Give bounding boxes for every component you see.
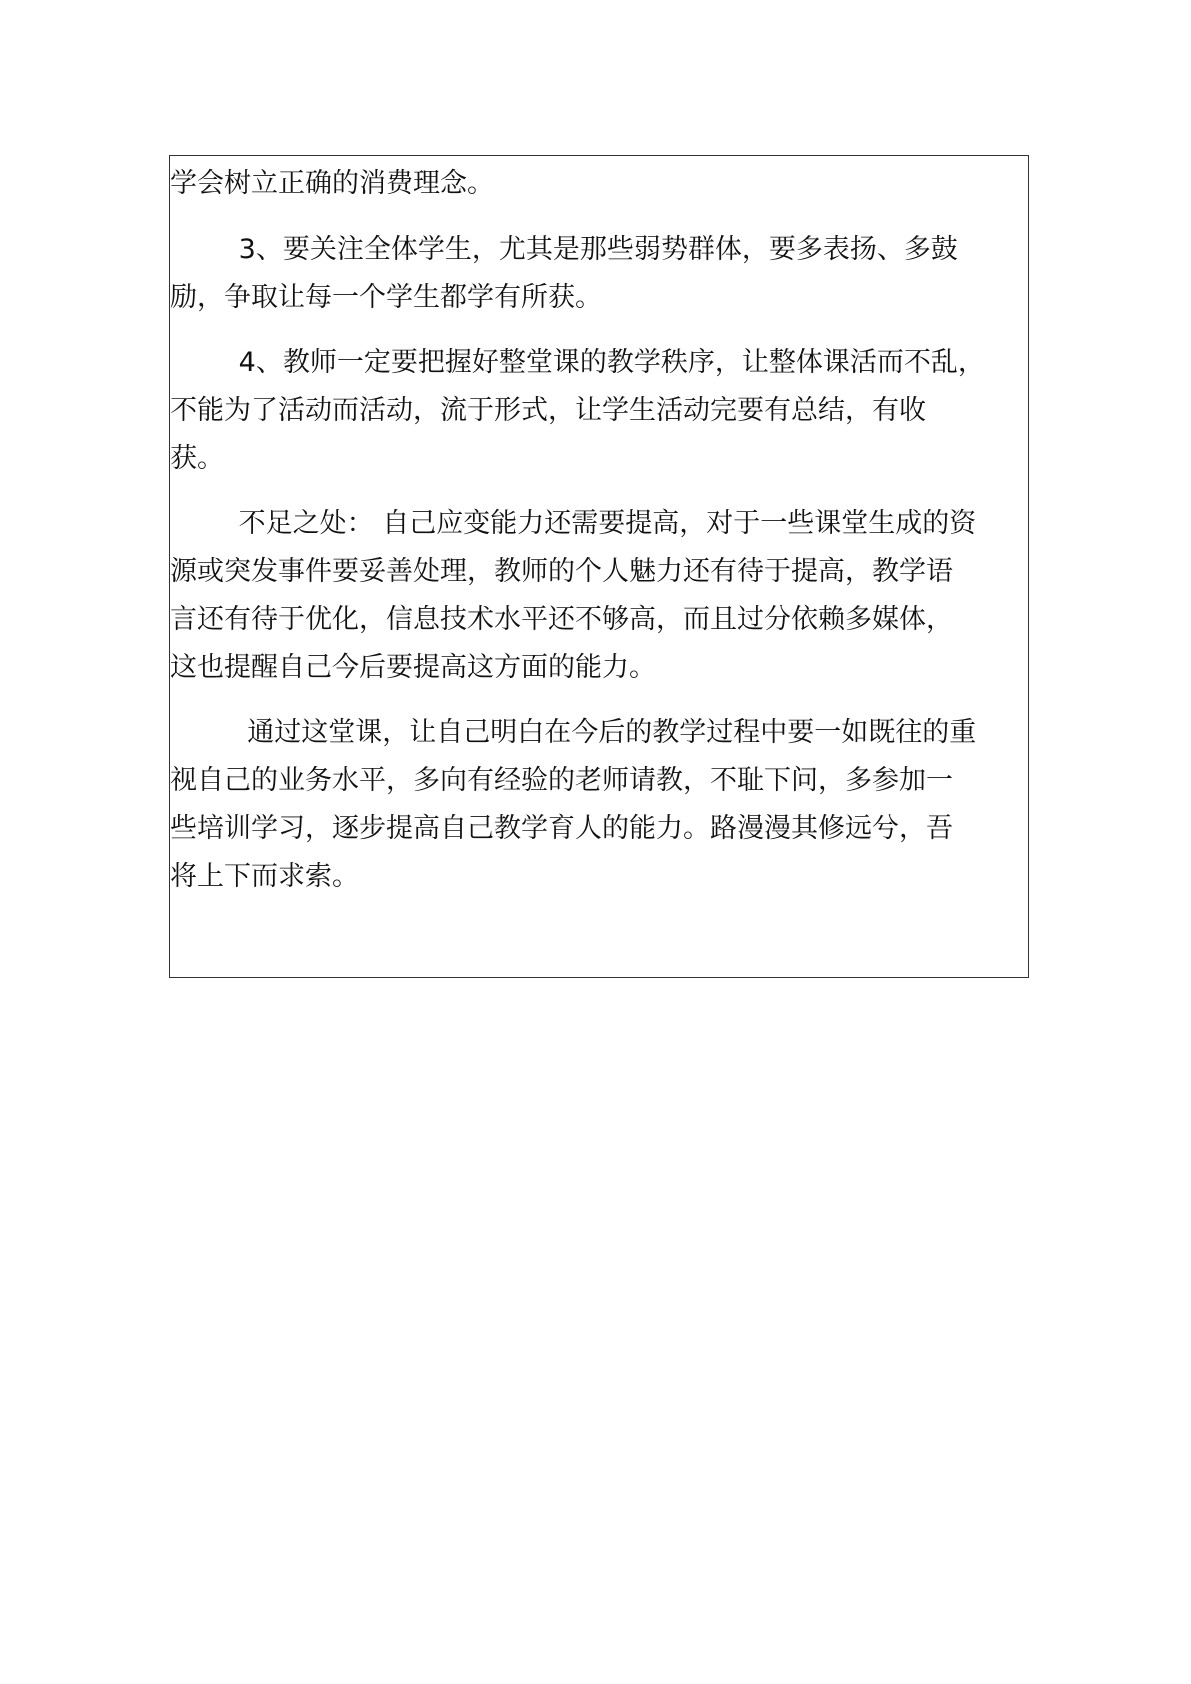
text-line: 通过这堂课，让自己明白在今后的教学过程中要一如既往的重 [170, 717, 977, 748]
text-line: 些培训学习，逐步提高自己教学育人的能力。路漫漫其修远兮，吾 [170, 813, 953, 844]
bordered-text-box [169, 155, 1029, 978]
text-line: 4、教师一定要把握好整堂课的教学秩序，让整体课活而不乱， [170, 347, 985, 378]
text-line: 获。 [170, 443, 224, 474]
text-line: 将上下而求索。 [170, 861, 359, 892]
text-line: 学会树立正确的消费理念。 [170, 168, 494, 199]
text-line: 言还有待于优化，信息技术水平还不够高，而且过分依赖多媒体， [170, 604, 953, 635]
text-line: 励，争取让每一个学生都学有所获。 [170, 282, 602, 313]
text-line: 不能为了活动而活动，流于形式，让学生活动完要有总结，有收 [170, 395, 926, 426]
text-line: 不足之处： 自己应变能力还需要提高，对于一些课堂生成的资 [170, 508, 977, 539]
text-line: 视自己的业务水平，多向有经验的老师请教，不耻下问，多参加一 [170, 765, 953, 796]
text-line: 源或突发事件要妥善处理，教师的个人魅力还有待于提高，教学语 [170, 556, 953, 587]
text-line: 这也提醒自己今后要提高这方面的能力。 [170, 652, 656, 683]
text-line: 3、要关注全体学生，尤其是那些弱势群体，要多表扬、多鼓 [170, 234, 958, 265]
